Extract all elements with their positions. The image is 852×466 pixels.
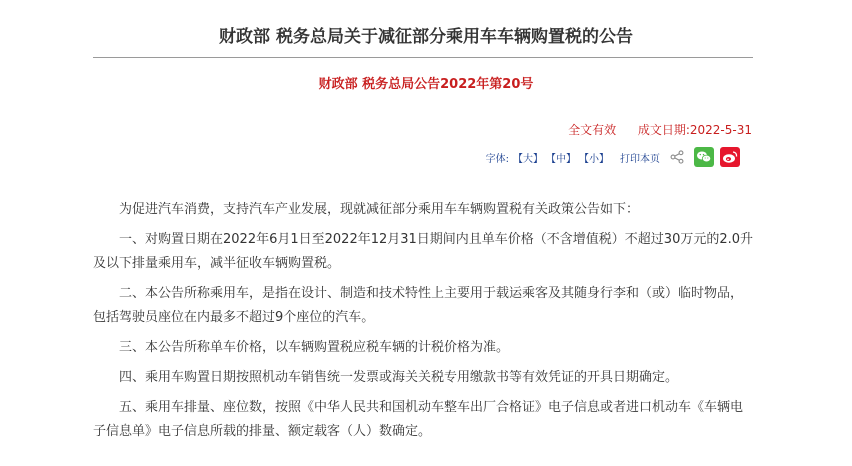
clause-paragraph: 二、本公告所称乘用车，是指在设计、制造和技术特性上主要用于载运乘客及其随身行李和（或）临时物品，包括驾驶员座位在内最多不超过9个座位的汽车。 — [93, 286, 744, 325]
font-size-large-link[interactable]: 【大】 — [513, 153, 543, 165]
weibo-share-button[interactable] — [720, 147, 740, 167]
article-toolbar — [486, 147, 746, 167]
intro-paragraph: 为促进汽车消费，支持汽车产业发展，现就减征部分乘用车车辆购置税有关政策公告如下： — [119, 202, 640, 217]
document-number: 财政部 税务总局公告2022年第20号 — [318, 77, 534, 92]
title-divider — [93, 57, 753, 58]
page-title: 财政部 税务总局关于减征部分乘用车车辆购置税的公告 — [219, 27, 633, 47]
font-size-small-link[interactable]: 【小】 — [579, 153, 609, 165]
print-page-link[interactable]: 打印本页 — [620, 153, 660, 165]
date-label: 成文日期: — [637, 123, 690, 137]
clause-paragraph: 四、乘用车购置日期按照机动车销售统一发票或海关关税专用缴款书等有效凭证的开具日期确定。 — [119, 370, 679, 385]
wechat-share-button[interactable] — [694, 147, 714, 167]
share-icon[interactable] — [670, 150, 684, 164]
validity-status: 全文有效 — [568, 123, 617, 137]
announcement-body — [93, 198, 755, 450]
font-size-label: 字体: — [485, 153, 509, 165]
wechat-icon — [696, 150, 712, 164]
clause-paragraph: 三、本公告所称单车价格，以车辆购置税应税车辆的计税价格为准。 — [119, 340, 510, 355]
date-value: 2022-5-31 — [689, 123, 752, 137]
font-size-medium-link[interactable]: 【中】 — [546, 153, 576, 165]
clause-paragraph: 五、乘用车排量、座位数，按照《中华人民共和国机动车整车出厂合格证》电子信息或者进口机动车《车辆电子信息单》电子信息所载的排量、额定载客（人）数确定。 — [93, 400, 744, 439]
clause-paragraph: 一、对购置日期在2022年6月1日至2022年12月31日期间内且单车价格（不含增值税）不超过30万元的2.0升及以下排量乘用车，减半征收车辆购置税。 — [93, 232, 754, 271]
weibo-icon — [722, 150, 738, 164]
document-meta — [568, 121, 752, 138]
